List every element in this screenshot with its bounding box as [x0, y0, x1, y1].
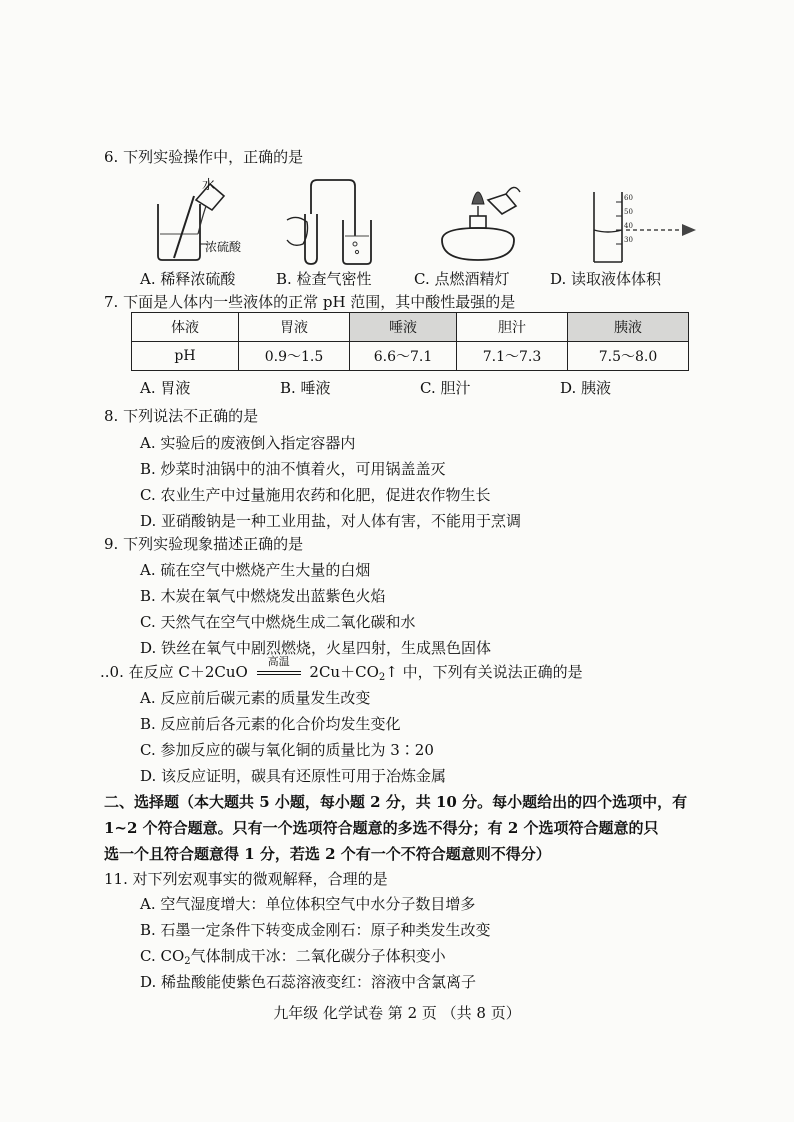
q10-stem-product: 2Cu＋CO	[309, 663, 379, 681]
q6-option-b: B. 检查气密性	[276, 270, 372, 288]
table-header-cell: 胰液	[568, 313, 689, 342]
section2-line2: 1~2 个符合题意。只有一个选项符合题意的多选不得分；有 2 个选项符合题意的只	[104, 819, 659, 837]
q9-stem: 9. 下列实验现象描述正确的是	[104, 535, 304, 553]
tick-label: 30	[624, 236, 633, 244]
q8-option-d: D. 亚硝酸钠是一种工业用盐，对人体有害，不能用于烹调	[140, 512, 522, 530]
fig-airtight-check	[283, 174, 383, 266]
section2-line1: 二、选择题（本大题共 5 小题，每小题 2 分，共 10 分。每小题给出的四个选项中，有	[104, 793, 688, 811]
section2-line3: 选一个且符合题意得 1 分，若选 2 个有一个不符合题意则不得分）	[104, 845, 551, 863]
fig-alcohol-lamp	[432, 176, 524, 266]
q11-option-c-sub: 2	[184, 956, 191, 967]
q8-option-b: B. 炒菜时油锅中的油不慎着火，可用锅盖盖灭	[140, 460, 446, 478]
table-cell: 0.9～1.5	[239, 342, 350, 371]
reaction-condition: 高温	[267, 655, 290, 668]
label-water: 水	[202, 178, 216, 193]
q6-option-c: C. 点燃酒精灯	[414, 270, 510, 288]
table-header-cell: 唾液	[350, 313, 457, 342]
q8-option-c: C. 农业生产中过量施用农药和化肥，促进农作物生长	[140, 486, 491, 504]
q10-option-a: A. 反应前后碳元素的质量发生改变	[140, 689, 371, 707]
reaction-arrow	[257, 655, 301, 681]
q9-option-b: B. 木炭在氧气中燃烧发出蓝紫色火焰	[140, 587, 386, 605]
tick-label: 40	[624, 222, 633, 230]
q10-stem-prefix: ..0. 在反应 C＋2CuO	[100, 663, 248, 681]
q8-stem: 8. 下列说法不正确的是	[104, 407, 259, 425]
q11-option-c-suffix: 气体制成干冰：二氧化碳分子体积变小	[190, 947, 446, 965]
q11-stem: 11. 对下列宏观事实的微观解释，合理的是	[104, 870, 388, 888]
q10-stem	[100, 655, 583, 683]
tick-label: 60	[624, 194, 633, 202]
q11-option-a: A. 空气湿度增大：单位体积空气中水分子数目增多	[140, 895, 476, 913]
q7-option-d: D. 胰液	[560, 379, 612, 397]
table-cell: 7.1～7.3	[457, 342, 568, 371]
q9-option-c: C. 天然气在空气中燃烧生成二氧化碳和水	[140, 613, 416, 631]
table-header-cell: 胆汁	[457, 313, 568, 342]
q10-subscript: 2	[378, 672, 386, 683]
q11-option-d: D. 稀盐酸能使紫色石蕊溶液变红：溶液中含氯离子	[140, 973, 477, 991]
label-conc-acid: 浓硫酸	[205, 240, 242, 254]
q6-option-d: D. 读取液体体积	[550, 270, 662, 288]
q7-stem: 7. 下面是人体内一些液体的正常 pH 范围，其中酸性最强的是	[104, 293, 516, 311]
table-row	[132, 342, 689, 371]
q10-option-b: B. 反应前后各元素的化合价均发生变化	[140, 715, 401, 733]
q10-option-d: D. 该反应证明，碳具有还原性可用于冶炼金属	[140, 767, 447, 785]
ph-table	[131, 312, 689, 371]
q11-option-b: B. 石墨一定条件下转变成金刚石：原子种类发生改变	[140, 921, 491, 939]
table-cell: 7.5～8.0	[568, 342, 689, 371]
q6-option-a: A. 稀释浓硫酸	[140, 270, 236, 288]
table-header-cell: 体液	[132, 313, 239, 342]
q8-option-a: A. 实验后的废液倒入指定容器内	[140, 434, 356, 452]
q11-option-c	[140, 945, 446, 967]
table-row	[132, 313, 689, 342]
table-header-cell: 胃液	[239, 313, 350, 342]
q7-option-c: C. 胆汁	[420, 379, 471, 397]
q10-option-c: C. 参加反应的碳与氧化铜的质量比为 3∶20	[140, 741, 434, 759]
page-footer: 九年级 化学试卷 第 2 页 （共 8 页）	[273, 1004, 521, 1022]
fig-read-volume	[586, 188, 706, 268]
q10-stem-suffix: ↑ 中，下列有关说法正确的是	[385, 663, 583, 681]
q6-stem: 6. 下列实验操作中，正确的是	[104, 148, 304, 166]
q11-option-c-prefix: C. CO	[140, 947, 185, 965]
q7-option-b: B. 唾液	[280, 379, 331, 397]
table-cell: pH	[132, 342, 239, 371]
tick-label: 50	[624, 208, 633, 216]
table-cell: 6.6～7.1	[350, 342, 457, 371]
q9-option-a: A. 硫在空气中燃烧产生大量的白烟	[140, 561, 371, 579]
q7-options	[140, 377, 700, 398]
q9-option-d: D. 铁丝在氧气中剧烈燃烧，火星四射，生成黑色固体	[140, 639, 492, 657]
q7-option-a: A. 胃液	[140, 379, 191, 397]
